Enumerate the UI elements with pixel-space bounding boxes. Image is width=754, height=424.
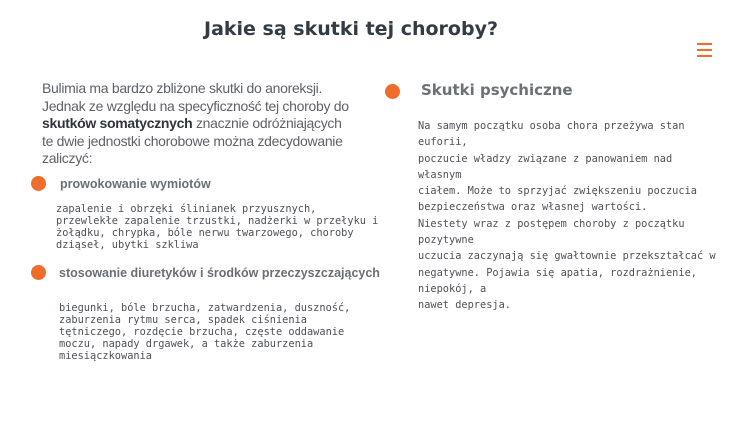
bullet-dot-icon bbox=[31, 265, 46, 280]
section-heading-psychological: Skutki psychiczne bbox=[421, 81, 573, 99]
bullet-dot-icon bbox=[31, 176, 46, 191]
section-heading-diuretics: stosowanie diuretyków i środków przeczyszczających bbox=[59, 266, 380, 280]
intro-text-start: Bulimia ma bardzo zbliżone skutki do anoreksji. Jednak ze względu na specyficzność tej choroby do bbox=[42, 80, 349, 114]
section-body-psychological: Na samym początku osoba chora przeżywa stan euforii, poczucie władzy związane z panowaniem nad własnym ciałem. Może to sprzyjać zwiększeniu poczucia bezpieczeństwa oraz własnej wartości. Niestety wraz z postępem choroby z początku pozytywne uczucia zaczynają się gwałtownie przekształcać w negatywne. Pojawia się apatia, rozdrażnienie, niepokój, a nawet depresja. bbox=[418, 120, 716, 312]
intro-paragraph bbox=[42, 80, 352, 168]
page-title: Jakie są skutki tej choroby? bbox=[204, 18, 498, 40]
intro-text-end: znacznie odróżniających te dwie jednostki chorobowe można zdecydowanie zaliczyć: bbox=[42, 115, 343, 166]
section-heading-vomiting: prowokowanie wymiotów bbox=[60, 177, 211, 191]
section-body-vomiting: zapalenie i obrzęki ślinianek przyusznych, przewlekłe zapalenie trzustki, nadżerki w przełyku i żołądku, chrypka, bóle nerwu twarzowego, choroby dziąseł, ubytki szkliwa bbox=[56, 203, 379, 251]
section-body-diuretics: biegunki, bóle brzucha, zatwardzenia, duszność, zaburzenia rytmu serca, spadek ciśnienia tętniczego, rozdęcie brzucha, częste oddawanie moczu, napady drgawek, a także zaburzenia miesiączkowania bbox=[59, 302, 351, 362]
hamburger-menu-icon[interactable] bbox=[697, 43, 712, 57]
intro-bold-term: skutków somatycznych bbox=[42, 115, 193, 131]
bullet-dot-icon bbox=[385, 84, 400, 99]
